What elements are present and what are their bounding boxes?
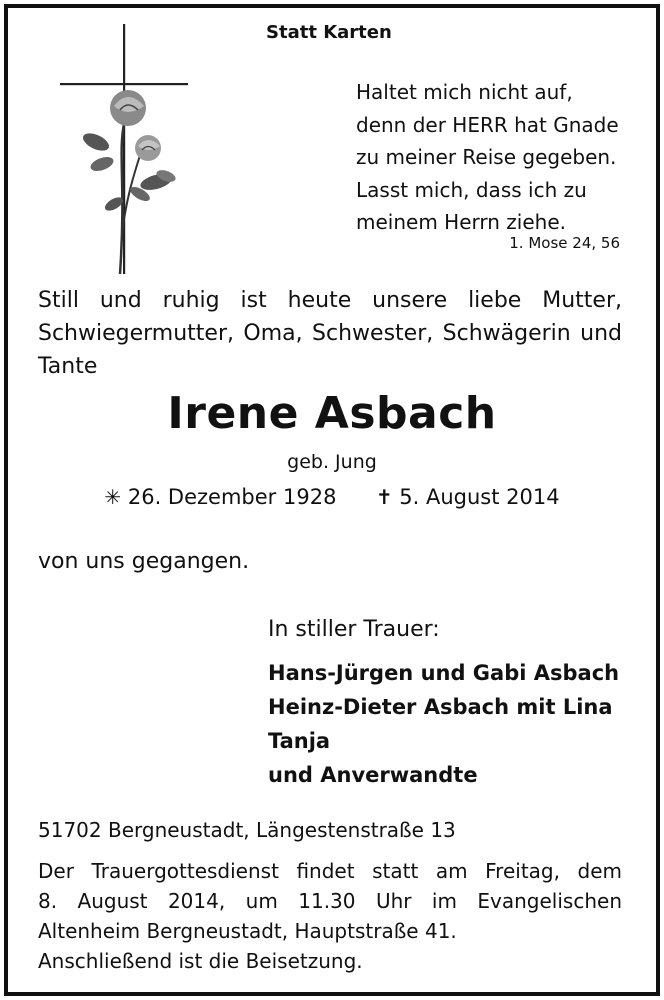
service-line: Anschließend ist die Beisetzung.: [38, 949, 363, 973]
birth-star-icon: ✳: [104, 485, 122, 509]
verse-line: Lasst mich, dass ich zu: [356, 177, 587, 202]
service-line: 8. August 2014, um 11.30 Uhr im Evangelischen: [38, 889, 622, 913]
address: 51702 Bergneustadt, Längestenstraße 13: [38, 818, 456, 842]
mourner-name: Tanja: [268, 729, 331, 753]
bible-verse: [356, 76, 619, 239]
cross-rose-icon: [56, 24, 196, 276]
mourner-name: Heinz-Dieter Asbach mit Lina: [268, 695, 613, 719]
verse-line: denn der HERR hat Gnade: [356, 112, 619, 137]
verse-line: meinem Herrn ziehe.: [356, 210, 566, 234]
life-dates: [0, 485, 664, 509]
deceased-name: Irene Asbach: [167, 388, 497, 439]
maiden-name: geb. Jung: [287, 451, 377, 473]
verse-reference: 1. Mose 24, 56: [509, 234, 620, 252]
mourners-list: [268, 656, 619, 792]
notice-header: Statt Karten: [266, 22, 392, 43]
service-line: Altenheim Bergneustadt, Hauptstraße 41.: [38, 919, 457, 943]
death-cross-icon: ✝: [375, 485, 393, 509]
service-line: Der Trauergottesdienst findet statt am Freitag, dem: [38, 859, 622, 883]
mourners-label: In stiller Trauer:: [268, 617, 440, 642]
service-info: [38, 856, 622, 976]
intro-text: Still und ruhig ist heute unsere liebe Mutter, Schwiegermutter, Oma, Schwester, Schwägerin und Tante: [38, 288, 622, 379]
verse-line: Haltet mich nicht auf,: [356, 80, 573, 104]
closing-text: von uns gegangen.: [38, 549, 250, 574]
mourner-name: Hans-Jürgen und Gabi Asbach: [268, 661, 620, 685]
death-date: 5. August 2014: [399, 485, 560, 509]
mourner-name: und Anverwandte: [268, 763, 478, 787]
birth-date: 26. Dezember 1928: [127, 485, 337, 509]
verse-line: zu meiner Reise gegeben.: [356, 145, 617, 169]
